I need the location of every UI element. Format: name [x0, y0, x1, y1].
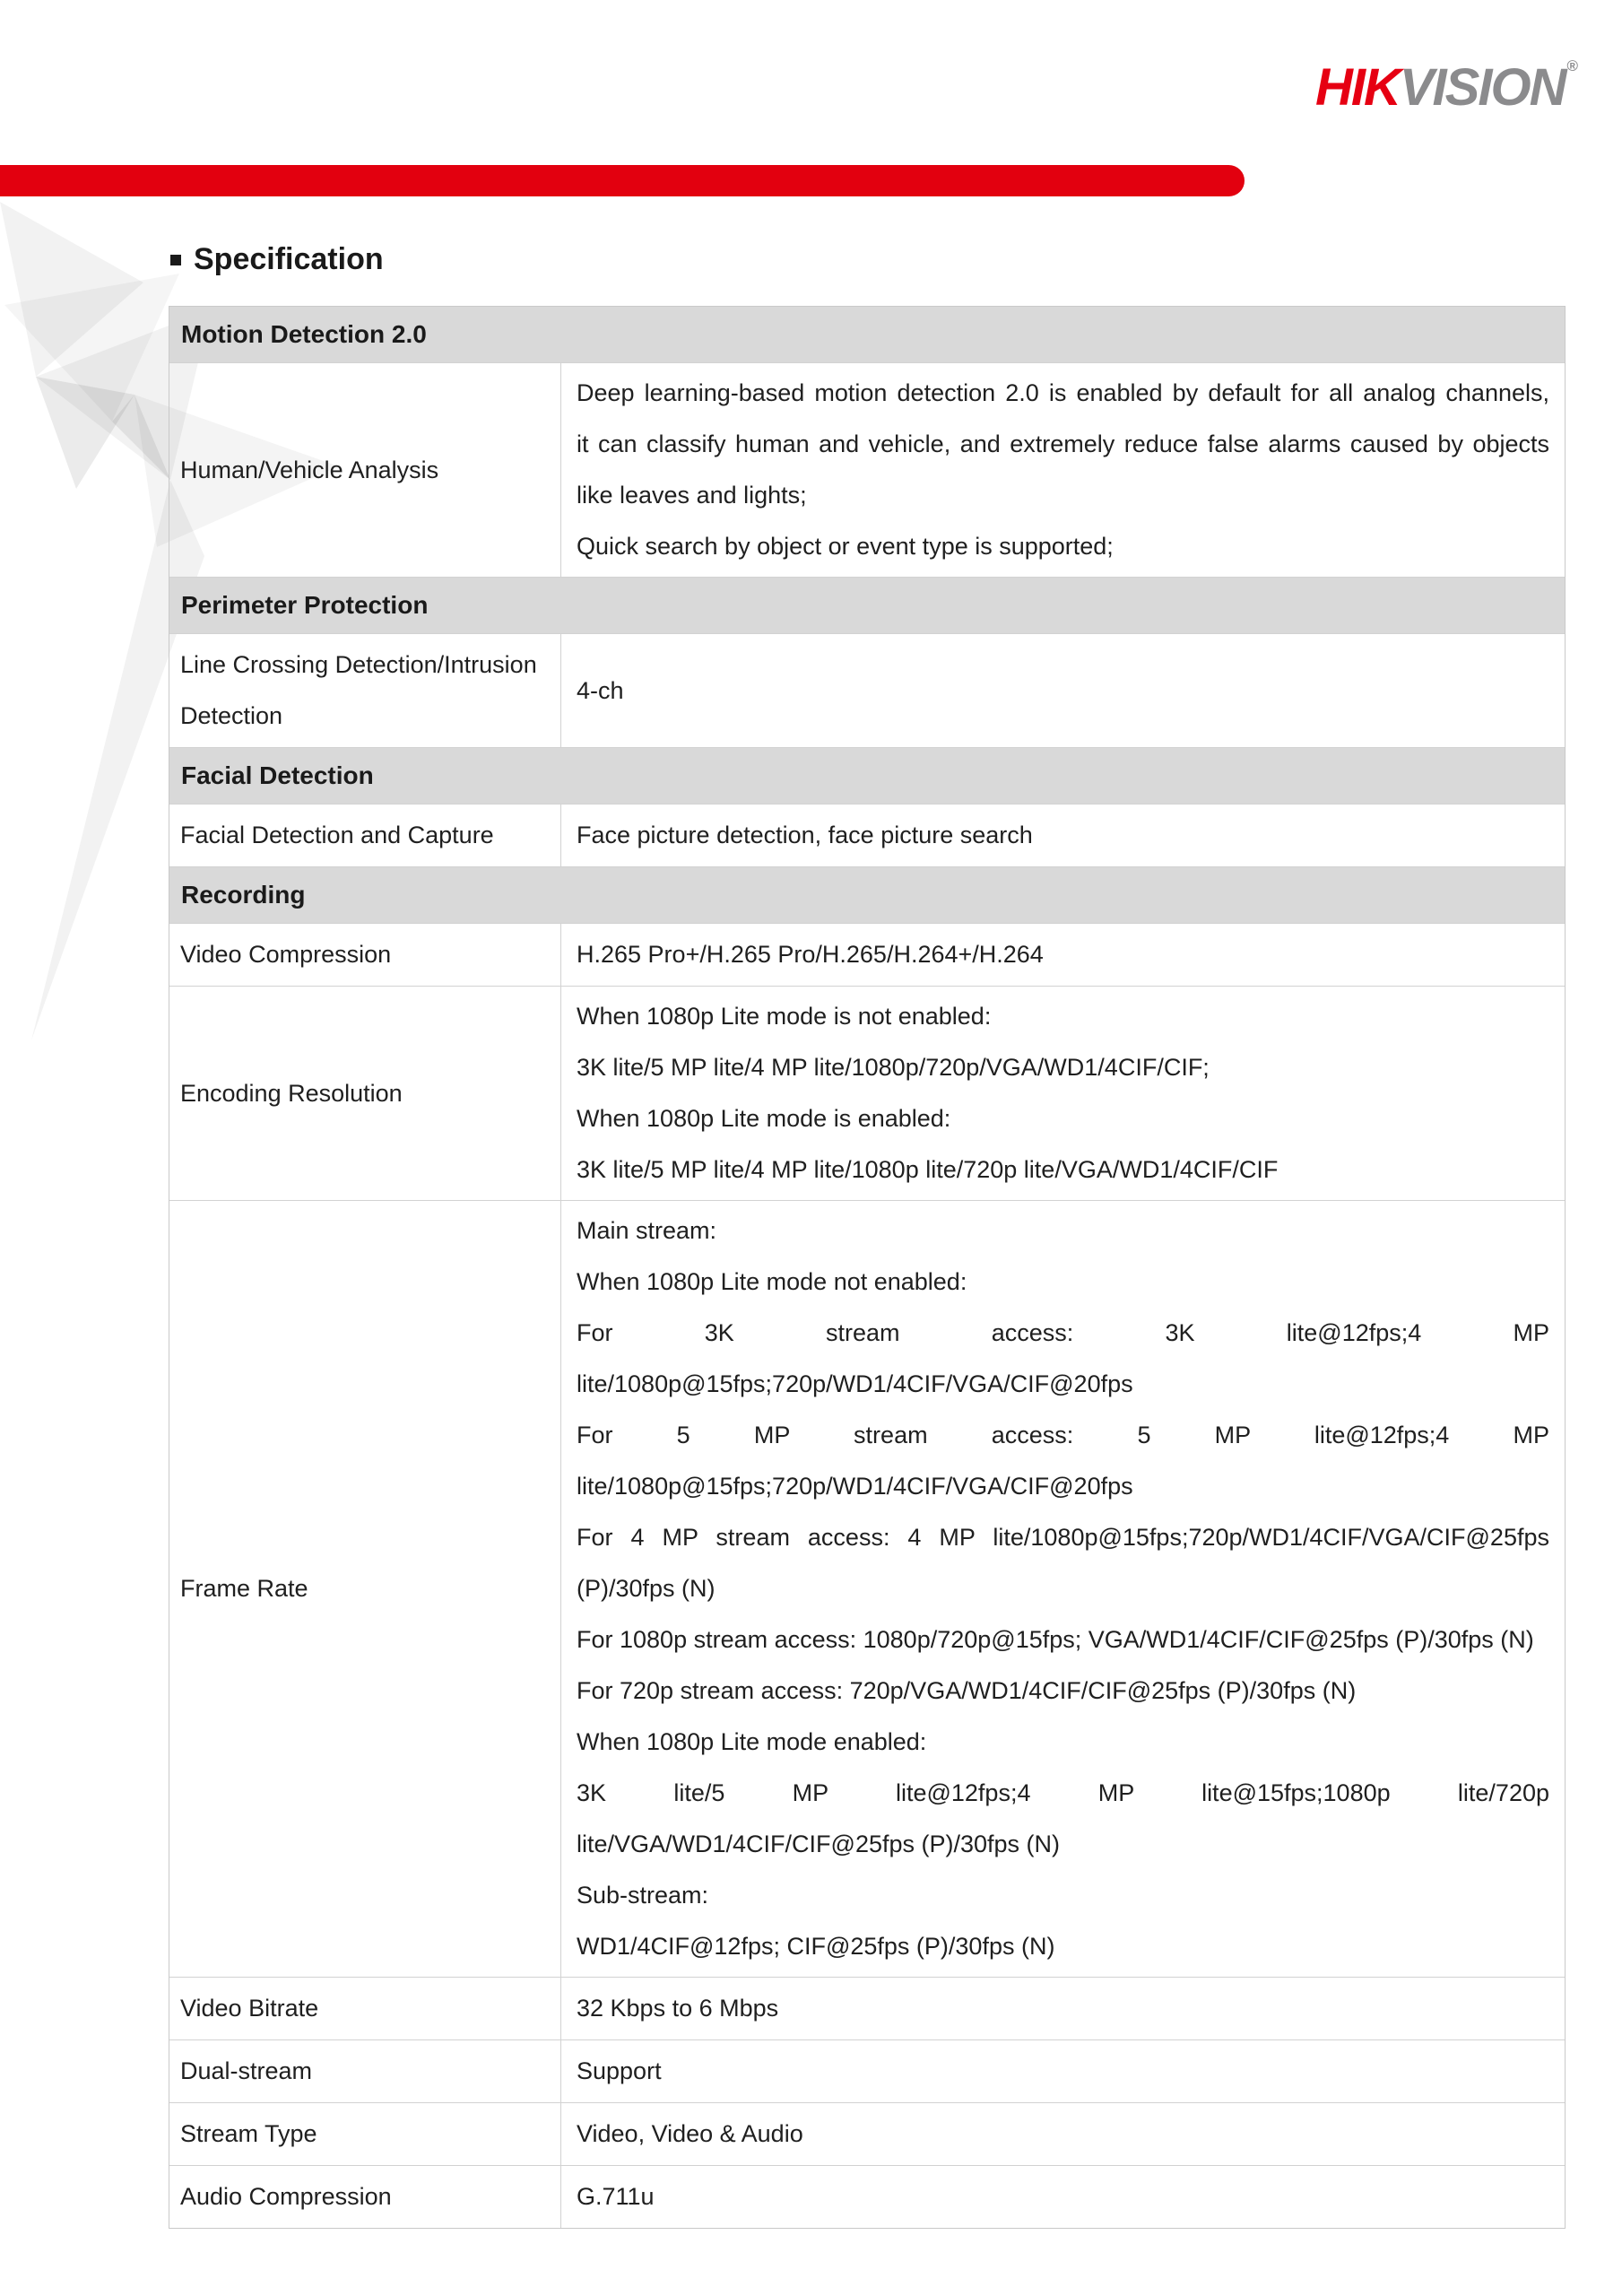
spec-value-line: 3K lite/5 MP lite/4 MP lite/1080p lite/720p lite/VGA/WD1/4CIF/CIF: [577, 1156, 1279, 1183]
spec-label: Encoding Resolution: [169, 987, 561, 1200]
spec-label: Stream Type: [169, 2103, 561, 2165]
spec-row-dual-stream: [169, 2039, 1565, 2102]
spec-value-line: When 1080p Lite mode is not enabled:: [577, 1003, 992, 1030]
spec-value: [561, 1978, 1565, 2039]
page-title-text: Specification: [194, 242, 384, 276]
spec-label: Dual-stream: [169, 2040, 561, 2102]
spec-value-line: Main stream:: [577, 1217, 717, 1244]
section-header-label: Recording: [181, 881, 306, 909]
spec-value-line: Deep learning-based motion detection 2.0 is enabled by default for all analog channels,: [577, 379, 1549, 406]
spec-value-line: 3K lite/5 MP lite/4 MP lite/1080p/720p/VGA/WD1/4CIF/CIF;: [577, 1054, 1210, 1081]
spec-label: Audio Compression: [169, 2166, 561, 2228]
section-header-label: Facial Detection: [181, 761, 374, 789]
spec-value-line: 3K lite/5 MP lite@12fps;4 MP lite@15fps;1080p lite/720p: [577, 1779, 1549, 1806]
spec-value-text: 4-ch: [577, 676, 624, 704]
spec-value-line: For 5 MP stream access: 5 MP lite@12fps;4 MP: [577, 1422, 1549, 1448]
spec-value-text: H.265 Pro+/H.265 Pro/H.265/H.264+/H.264: [577, 941, 1044, 968]
section-header-recording: [169, 866, 1565, 923]
spec-value: [561, 987, 1565, 1200]
section-header-label: Motion Detection 2.0: [181, 320, 427, 348]
spec-value-line: lite/VGA/WD1/4CIF/CIF@25fps (P)/30fps (N): [577, 1831, 1061, 1857]
spec-value-line: like leaves and lights;: [577, 482, 807, 509]
header-red-bar: [0, 165, 1245, 196]
spec-label: Frame Rate: [169, 1201, 561, 1977]
spec-label: Video Compression: [169, 924, 561, 986]
spec-value-line: it can classify human and vehicle, and extremely reduce false alarms caused by objects: [577, 430, 1549, 457]
spec-value-text: Face picture detection, face picture search: [577, 822, 1033, 848]
section-header-perimeter-protection: [169, 577, 1565, 633]
spec-value-line: For 4 MP stream access: 4 MP lite/1080p@15fps;720p/WD1/4CIF/VGA/CIF@25fps: [577, 1524, 1549, 1551]
spec-row-audio-compression: [169, 2165, 1565, 2228]
spec-value: [561, 2103, 1565, 2165]
spec-value-line: lite/1080p@15fps;720p/WD1/4CIF/VGA/CIF@20fps: [577, 1370, 1133, 1397]
spec-value-line: When 1080p Lite mode not enabled:: [577, 1268, 967, 1295]
spec-row-video-compression: [169, 923, 1565, 986]
spec-row-encoding-resolution: [169, 986, 1565, 1200]
spec-row-frame-rate: [169, 1200, 1565, 1977]
registered-trademark-icon: ®: [1566, 57, 1578, 74]
square-bullet-icon: [170, 255, 181, 265]
spec-label: Human/Vehicle Analysis: [169, 363, 561, 577]
spec-value-text: G.711u: [577, 2183, 655, 2210]
spec-value-line: For 3K stream access: 3K lite@12fps;4 MP: [577, 1319, 1549, 1346]
spec-value: [561, 363, 1565, 577]
hikvision-logo: [1193, 57, 1578, 117]
spec-value: [561, 1201, 1565, 1977]
page-title: [170, 242, 384, 277]
spec-label: Line Crossing Detection/Intrusion Detection: [169, 634, 561, 747]
spec-row-stream-type: [169, 2102, 1565, 2165]
section-header-label: Perimeter Protection: [181, 591, 429, 619]
spec-value-text: 32 Kbps to 6 Mbps: [577, 1995, 779, 2022]
section-header-facial-detection: [169, 747, 1565, 804]
spec-row-facial-detection-capture: [169, 804, 1565, 866]
spec-value: [561, 804, 1565, 866]
spec-label: Facial Detection and Capture: [169, 804, 561, 866]
spec-value-line: For 720p stream access: 720p/VGA/WD1/4CIF/CIF@25fps (P)/30fps (N): [577, 1677, 1357, 1704]
spec-row-line-crossing: [169, 633, 1565, 747]
spec-value-line: (P)/30fps (N): [577, 1575, 716, 1602]
spec-value: [561, 2040, 1565, 2102]
spec-value-text: Video, Video & Audio: [577, 2120, 803, 2147]
logo-vision-text: VISION: [1399, 58, 1566, 117]
spec-table: [169, 306, 1566, 2229]
section-header-motion-detection: [169, 307, 1565, 362]
spec-value: [561, 924, 1565, 986]
spec-value-line: For 1080p stream access: 1080p/720p@15fps; VGA/WD1/4CIF/CIF@25fps (P)/30fps (N): [577, 1626, 1534, 1653]
spec-row-video-bitrate: [169, 1977, 1565, 2039]
spec-value-text: Support: [577, 2057, 662, 2084]
spec-value-line: lite/1080p@15fps;720p/WD1/4CIF/VGA/CIF@20fps: [577, 1473, 1133, 1500]
spec-value-line: Quick search by object or event type is supported;: [577, 533, 1114, 560]
spec-value: [561, 2166, 1565, 2228]
spec-value-line: Sub-stream:: [577, 1882, 709, 1909]
spec-value-line: When 1080p Lite mode enabled:: [577, 1728, 927, 1755]
spec-label: Video Bitrate: [169, 1978, 561, 2039]
spec-value-line: WD1/4CIF@12fps; CIF@25fps (P)/30fps (N): [577, 1933, 1055, 1960]
spec-row-human-vehicle-analysis: [169, 362, 1565, 577]
spec-value-line: When 1080p Lite mode is enabled:: [577, 1105, 951, 1132]
spec-value: [561, 634, 1565, 747]
logo-hik-text: HIK: [1314, 58, 1400, 117]
